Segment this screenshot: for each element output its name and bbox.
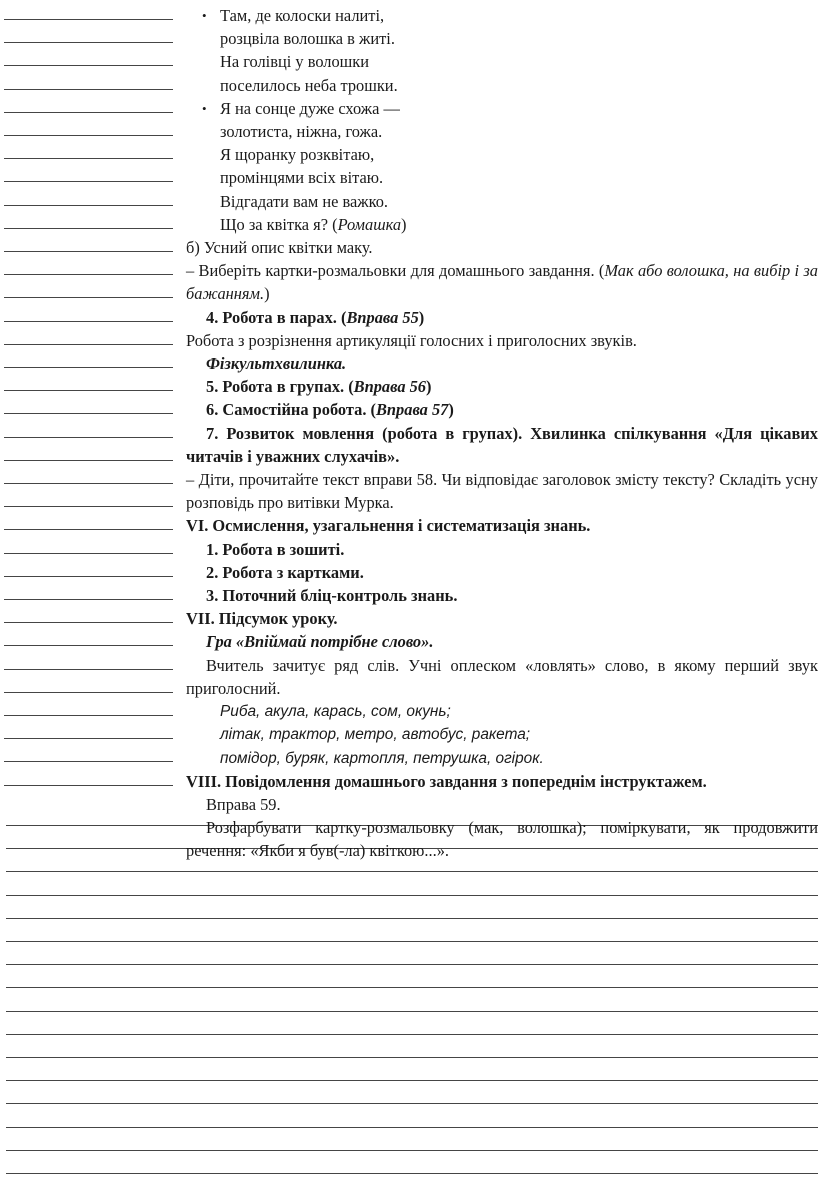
item-7-description: – Діти, прочитайте текст вправи 58. Чи відповідає заголовок змісту тексту? Складіть усну розповідь про витівки Мурка.: [186, 470, 818, 513]
writing-rule-line: [6, 1080, 818, 1081]
riddle-question: Що за квітка я? (: [220, 214, 338, 234]
item-6-exercise: Вправа 57: [376, 400, 449, 420]
writing-rule-line: [6, 1173, 818, 1174]
physical-minute: Фізкультхвилинка.: [206, 354, 347, 374]
margin-rule-line: [4, 181, 173, 182]
word-list-group: [186, 700, 818, 770]
margin-rule-line: [4, 321, 173, 322]
item-4-description: Робота з розрізнення артикуляції голосних і приголосних звуків.: [186, 330, 637, 350]
choose-cards-instruction: [186, 259, 818, 305]
verse-line: Там, де колоски налиті,: [220, 6, 385, 25]
verse-riddle-answer-line: [220, 213, 818, 236]
item-5-group-work: [186, 375, 818, 398]
choose-cards-note: Мак або волошка, на вибір і за бажанням.: [186, 261, 819, 304]
game-description: Вчитель зачитує ряд слів. Учні оплеском «ловлять» слово, в якому перший звук приголосний.: [186, 655, 818, 698]
verse-line: промінцями всіх вітаю.: [220, 168, 384, 188]
verse-line: На голівці у волошки: [220, 52, 370, 72]
verse-block: [186, 97, 818, 236]
word-list-row: помідор, буряк, картопля, петрушка, огірок.: [220, 749, 544, 767]
margin-rule-line: [4, 89, 173, 90]
margin-rule-line: [4, 65, 173, 66]
section-vi-item-1: 1. Робота в зошиті.: [206, 539, 345, 559]
bullet-icon: •: [202, 100, 207, 116]
item-4-paren: ): [418, 307, 425, 327]
margin-rule-line: [4, 135, 173, 136]
section-vi-heading: VI. Осмислення, узагальнення і систематизація знань.: [186, 516, 591, 536]
margin-rule-line: [4, 390, 173, 391]
writing-rule-line: [6, 918, 818, 919]
verse-line: розцвіла волошка в житі.: [220, 29, 395, 49]
margin-rule-line: [4, 19, 173, 20]
margin-rule-line: [4, 645, 173, 646]
verse-line: Я щоранку розквітаю,: [220, 145, 375, 165]
margin-rule-line: [4, 715, 173, 716]
margin-rule-line: [4, 158, 173, 159]
margin-rule-line: [4, 297, 173, 298]
item-4-exercise: Вправа 55: [346, 307, 419, 327]
margin-rule-line: [4, 553, 173, 554]
item-5-exercise: Вправа 56: [353, 377, 427, 397]
verse-line: золотиста, ніжна, гожа.: [220, 122, 383, 142]
item-6-independent-work: [186, 398, 818, 421]
margin-rule-line: [4, 761, 173, 762]
writing-rule-line: [6, 871, 818, 872]
margin-rule-line: [4, 576, 173, 577]
game-title: Гра «Впіймай потрібне слово».: [206, 632, 434, 652]
verse-block: [186, 4, 818, 97]
item-4-label: 4. Робота в парах. (: [206, 307, 347, 327]
writing-rule-line: [6, 895, 818, 896]
writing-rule-line: [6, 1011, 818, 1012]
choose-cards-paren: ): [264, 284, 270, 304]
margin-rule-line: [4, 228, 173, 229]
writing-rule-line: [6, 1103, 818, 1104]
section-vi-item-3: 3. Поточний бліц-контроль знань.: [206, 586, 458, 606]
margin-rule-line: [4, 274, 173, 275]
writing-rule-line: [6, 1034, 818, 1035]
item-4-pair-work: [186, 306, 818, 329]
margin-rule-line: [4, 367, 173, 368]
writing-rule-line: [6, 964, 818, 965]
verse-line: Я на сонце дуже схожа —: [220, 98, 400, 118]
margin-rule-line: [4, 42, 173, 43]
margin-rule-line: [4, 669, 173, 670]
margin-rule-line: [4, 529, 173, 530]
margin-rule-line: [4, 692, 173, 693]
item-7-speech-development: 7. Розвиток мовлення (робота в групах). Хвилинка спілкування «Для цікавих читачів і уважних слухачів».: [186, 423, 818, 466]
item-5-paren: ): [426, 377, 432, 397]
section-vi-item-2: 2. Робота з картками.: [206, 562, 364, 582]
margin-rule-line: [4, 622, 173, 623]
writing-rule-line: [6, 941, 818, 942]
lesson-plan-text: [186, 4, 818, 863]
margin-rule-line: [4, 483, 173, 484]
homework-exercise-number: Вправа 59.: [206, 794, 281, 814]
verse-line: поселилось неба трошки.: [220, 75, 398, 95]
homework-description: Розфарбувати картку-розмальовку (мак, волошка); поміркувати, як продовжити речення: «Якби я був(-ла) квіткою...».: [186, 818, 818, 861]
writing-rule-line: [6, 1127, 818, 1128]
margin-rule-line: [4, 251, 173, 252]
section-vii-heading: VII. Підсумок уроку.: [186, 609, 338, 629]
verse-line: Відгадати вам не важко.: [220, 191, 389, 211]
margin-rule-line: [4, 413, 173, 414]
margin-rule-line: [4, 205, 173, 206]
margin-rule-line: [4, 344, 173, 345]
margin-rule-line: [4, 460, 173, 461]
writing-rule-line: [6, 1057, 818, 1058]
riddle-answer: Ромашка: [337, 214, 402, 234]
margin-rule-line: [4, 785, 173, 786]
bullet-icon: •: [202, 8, 207, 23]
word-list-row: літак, трактор, метро, автобус, ракета;: [220, 726, 531, 744]
writing-rule-line: [6, 1150, 818, 1151]
margin-rule-line: [4, 437, 173, 438]
margin-rule-line: [4, 599, 173, 600]
item-6-paren: ): [448, 400, 454, 420]
choose-cards-text: – Виберіть картки-розмальовки для домашнього завдання. (: [186, 261, 605, 281]
word-list-row: Риба, акула, карась, сом, окунь;: [220, 703, 451, 721]
item-6-label: 6. Самостійна робота. (: [206, 400, 376, 420]
writing-rule-line: [6, 987, 818, 988]
margin-rule-line: [4, 738, 173, 739]
section-viii-heading: VIII. Повідомлення домашнього завдання з попереднім інструктажем.: [186, 771, 707, 791]
sub-item-b: б) Усний опис квітки маку.: [186, 238, 373, 258]
margin-rule-line: [4, 506, 173, 507]
riddle-close-paren: ): [401, 214, 407, 234]
item-5-label: 5. Робота в групах. (: [206, 377, 354, 397]
margin-rule-line: [4, 112, 173, 113]
